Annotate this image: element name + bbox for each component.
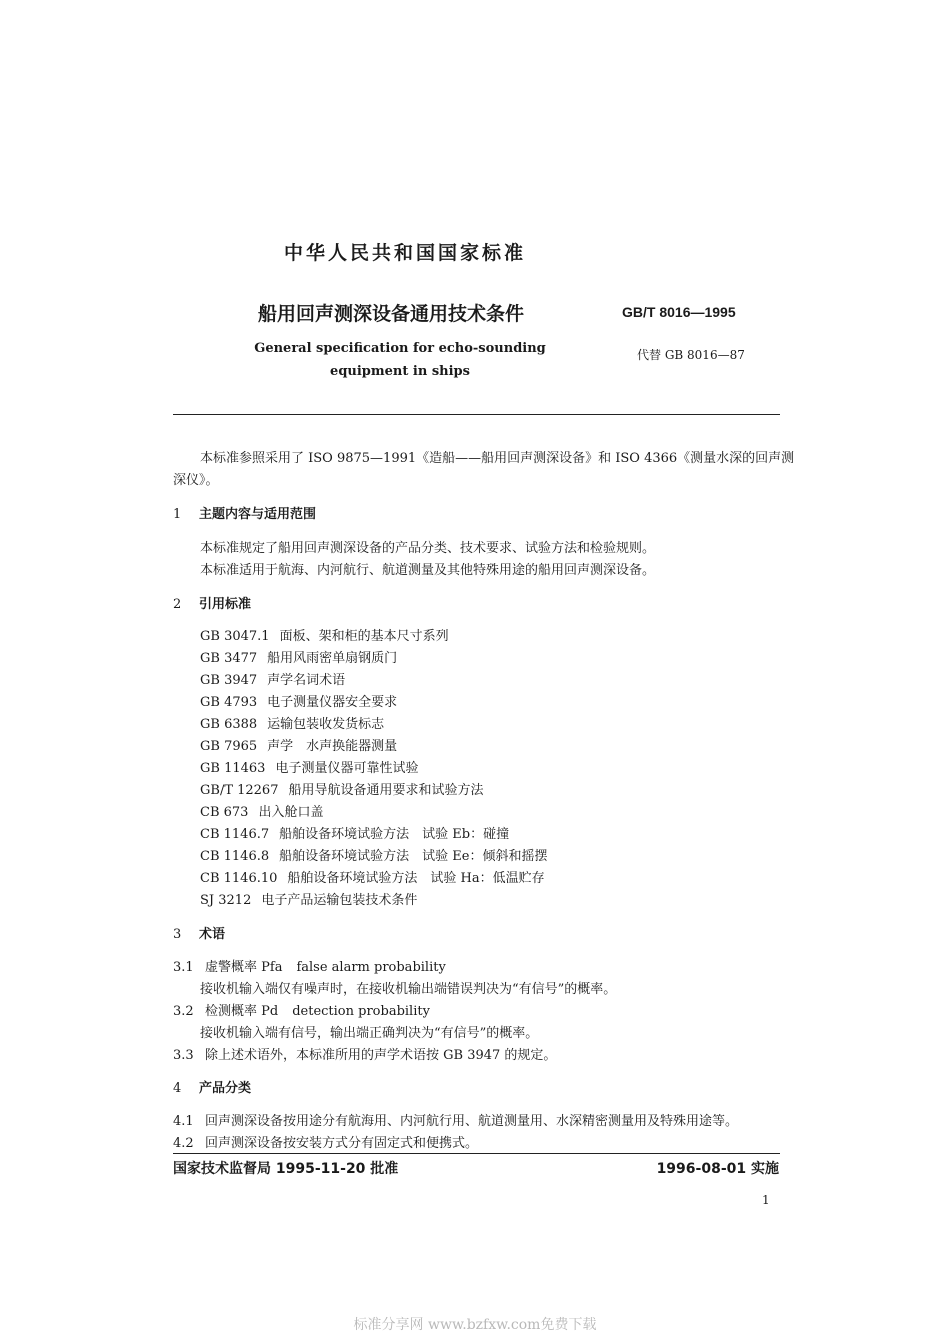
standard-title-en-line1: General specification for echo-sounding [254,341,546,356]
reference-title: 船舶设备环境试验方法 试验 Eb：碰撞 [279,827,510,842]
clause-number: 4.1 [173,1114,194,1129]
reference-title: 船舶设备环境试验方法 试验 Ha：低温贮存 [287,871,545,886]
reference-title: 电子产品运输包装技术条件 [261,893,418,908]
section-title: 引用标准 [199,597,252,612]
reference-title: 面板、架和柜的基本尺寸系列 [279,629,449,644]
clause-3-2-definition: 接收机输入端有信号，输出端正确判决为“有信号”的概率。 [200,1026,539,1041]
approval-date: 国家技术监督局 1995-11-20 批准 [173,1161,399,1177]
watermark: 标准分享网 www.bzfxw.com免费下载 [353,1317,597,1333]
reference-item [200,757,418,776]
effective-date: 1996-08-01 实施 [656,1161,779,1177]
section-1-paragraph-2: 本标准适用于航海、内河航行、航道测量及其他特殊用途的船用回声测深设备。 [200,563,656,578]
section-4-heading [173,1077,251,1096]
reference-code: GB 11463 [200,761,266,776]
term-en: detection probability [292,1004,430,1019]
reference-title: 声学名词术语 [267,673,346,688]
clause-text: 回声测深设备按用途分有航海用、内河航行用、航道测量用、水深精密测量用及特殊用途等。 [205,1114,739,1129]
reference-title: 出入舱口盖 [258,805,324,820]
section-title: 主题内容与适用范围 [199,507,317,522]
reference-code: CB 673 [200,805,249,820]
reference-title: 运输包装收发货标志 [267,717,385,732]
clause-number: 4.2 [173,1136,194,1151]
section-title: 术语 [199,927,226,942]
clause-number: 3.2 [173,1004,194,1019]
reference-item [200,713,384,732]
reference-item [200,889,417,908]
reference-title: 船舶设备环境试验方法 试验 Ee：倾斜和摇摆 [279,849,548,864]
reference-code: CB 1146.10 [200,871,278,886]
footer-divider [173,1153,780,1154]
reference-code: GB 6388 [200,717,258,732]
clause-3-1-definition: 接收机输入端仅有噪声时，在接收机输出端错误判决为“有信号”的概率。 [200,982,617,997]
clause-text: 回声测深设备按安装方式分有固定式和便携式。 [205,1136,479,1151]
reference-item [200,691,397,710]
reference-title: 船用风雨密单扇钢质门 [267,651,398,666]
reference-code: SJ 3212 [200,893,252,908]
clause-3-1 [173,956,446,975]
section-3-heading [173,923,225,942]
standard-title-cn: 船用回声测深设备通用技术条件 [258,303,525,325]
term-en: false alarm probability [296,960,446,975]
term-cn: 虚警概率 Pfa [205,960,283,975]
reference-item [200,867,545,886]
reference-item [200,647,397,666]
reference-item [200,779,484,798]
reference-code: CB 1146.7 [200,827,270,842]
foreword-line2: 深仪》。 [173,473,219,488]
foreword-line1: 本标准参照采用了 ISO 9875—1991《造船——船用回声测深设备》和 ISO 4366《测量水深的回声测 [200,451,795,466]
reference-item [200,845,547,864]
section-1-heading [173,503,316,522]
clause-4-2 [173,1132,478,1151]
clause-number: 3.1 [173,960,194,975]
reference-item [200,669,345,688]
reference-item [200,625,449,644]
header-divider [173,414,780,415]
reference-code: CB 1146.8 [200,849,270,864]
reference-code: GB/T 12267 [200,783,279,798]
reference-code: GB 3047.1 [200,629,270,644]
page-number: 1 [762,1193,770,1207]
section-1-paragraph-1: 本标准规定了船用回声测深设备的产品分类、技术要求、试验方法和检验规则。 [200,541,656,556]
standard-number: GB/T 8016—1995 [622,304,736,320]
clause-3-2 [173,1000,430,1019]
reference-code: GB 3477 [200,651,258,666]
reference-title: 船用导航设备通用要求和试验方法 [288,783,484,798]
section-number: 4 [173,1081,182,1096]
clause-4-1 [173,1110,738,1129]
reference-code: GB 3947 [200,673,258,688]
national-standard-heading: 中华人民共和国国家标准 [283,242,526,264]
clause-3-3 [173,1044,556,1063]
reference-title: 电子测量仪器可靠性试验 [275,761,419,776]
reference-item [200,735,397,754]
section-number: 3 [173,927,182,942]
reference-item [200,801,323,820]
term-cn: 检测概率 Pd [205,1004,279,1019]
replaces-standard: 代替 GB 8016—87 [637,348,745,362]
section-number: 2 [173,597,182,612]
reference-item [200,823,509,842]
clause-text: 除上述术语外，本标准所用的声学术语按 GB 3947 的规定。 [205,1048,557,1063]
reference-title: 电子测量仪器安全要求 [267,695,398,710]
section-title: 产品分类 [199,1081,252,1096]
section-2-heading [173,593,251,612]
reference-code: GB 7965 [200,739,258,754]
section-number: 1 [173,507,182,522]
reference-title: 声学 水声换能器测量 [267,739,398,754]
standard-title-en-line2: equipment in ships [330,364,470,379]
reference-code: GB 4793 [200,695,258,710]
clause-number: 3.3 [173,1048,194,1063]
